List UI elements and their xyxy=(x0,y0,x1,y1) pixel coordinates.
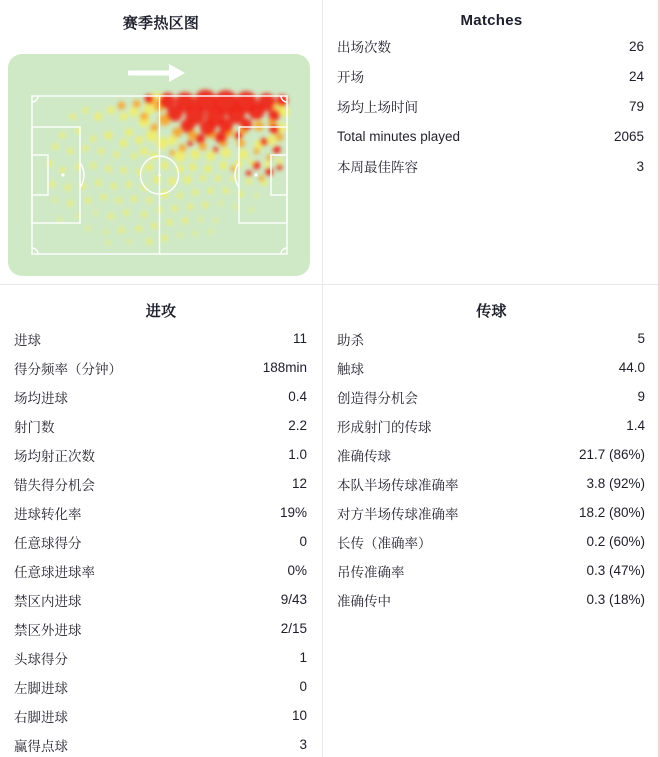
stat-label: 射门数 xyxy=(14,419,55,435)
stat-row xyxy=(323,382,660,411)
stat-label: 助杀 xyxy=(337,332,364,348)
stat-label: 触球 xyxy=(337,361,364,377)
attack-panel xyxy=(0,285,323,757)
attack-panel-title: 进攻 xyxy=(145,303,177,320)
passing-rows xyxy=(323,324,660,614)
stat-label: 场均上场时间 xyxy=(337,100,418,115)
stat-row xyxy=(323,469,660,498)
stat-row xyxy=(0,643,322,672)
stat-value: 0% xyxy=(287,563,307,578)
stat-row xyxy=(0,614,322,643)
stat-label: 错失得分机会 xyxy=(14,477,95,493)
heatmap-panel xyxy=(0,0,323,285)
stat-row xyxy=(323,585,660,614)
stat-value: 12 xyxy=(291,476,307,491)
stat-value: 26 xyxy=(628,38,644,54)
stat-row xyxy=(323,324,660,353)
stat-value: 79 xyxy=(628,98,644,114)
stat-row xyxy=(0,324,322,353)
stat-value: 10 xyxy=(291,708,307,723)
stat-value: 2/15 xyxy=(280,621,307,636)
stat-label: 场均射正次数 xyxy=(14,448,95,464)
stat-value: 3 xyxy=(299,737,307,752)
stat-row xyxy=(0,730,322,757)
stat-value: 188min xyxy=(262,360,307,375)
stat-row xyxy=(323,151,660,181)
stat-label: 进球 xyxy=(14,332,41,348)
stat-row xyxy=(323,527,660,556)
stat-label: 开场 xyxy=(337,70,364,85)
stat-row xyxy=(0,556,322,585)
stat-row xyxy=(323,556,660,585)
stat-label: 本队半场传球准确率 xyxy=(337,477,459,493)
stat-value: 0 xyxy=(299,679,307,694)
stat-label: 任意球得分 xyxy=(14,535,82,551)
stat-label: 吊传准确率 xyxy=(337,564,405,580)
stat-label: Total minutes played xyxy=(337,128,461,144)
heatmap-panel-title: 赛季热区图 xyxy=(122,15,200,32)
stat-row xyxy=(0,672,322,701)
stat-label: 对方半场传球准确率 xyxy=(337,506,459,522)
stat-value: 9/43 xyxy=(280,592,307,607)
stat-row xyxy=(323,31,660,61)
stat-value: 44.0 xyxy=(618,360,645,375)
stat-row xyxy=(323,440,660,469)
stat-row xyxy=(323,61,660,91)
stat-value: 0.4 xyxy=(288,389,307,404)
stat-label: 场均进球 xyxy=(14,390,68,406)
stat-label: 长传（准确率） xyxy=(337,535,432,551)
stat-value: 1.0 xyxy=(288,447,307,462)
stat-value: 19% xyxy=(279,505,307,520)
stat-value: 5 xyxy=(637,331,645,346)
attack-rows xyxy=(0,324,322,757)
stat-value: 0.3 (47%) xyxy=(586,563,645,578)
matches-panel-title: Matches xyxy=(460,12,523,29)
stat-row xyxy=(0,585,322,614)
stat-label: 形成射门的传球 xyxy=(337,419,432,435)
stat-row xyxy=(0,527,322,556)
stat-value: 9 xyxy=(637,389,645,404)
stat-label: 本周最佳阵容 xyxy=(337,160,418,175)
matches-panel xyxy=(323,0,660,285)
stat-value: 11 xyxy=(292,331,307,346)
stat-value: 21.7 (86%) xyxy=(578,447,645,462)
stat-value: 1.4 xyxy=(626,418,645,433)
pitch-heatmap-svg xyxy=(8,54,310,276)
stat-label: 出场次数 xyxy=(337,40,391,55)
stat-label: 准确传球 xyxy=(337,448,391,464)
stat-value: 2.2 xyxy=(288,418,307,433)
stat-value: 0.3 (18%) xyxy=(586,592,645,607)
stat-value: 0.2 (60%) xyxy=(586,534,645,549)
matches-rows xyxy=(323,31,660,181)
stat-value: 1 xyxy=(299,650,307,665)
stat-row xyxy=(0,353,322,382)
stat-label: 创造得分机会 xyxy=(337,390,418,406)
stat-label: 赢得点球 xyxy=(14,738,68,754)
stat-row xyxy=(323,353,660,382)
attack-direction-arrow-icon xyxy=(128,64,185,82)
passing-panel xyxy=(323,285,660,757)
stat-label: 禁区外进球 xyxy=(14,622,82,638)
stat-row xyxy=(0,498,322,527)
stat-row xyxy=(0,411,322,440)
stat-value: 3 xyxy=(636,158,644,174)
stat-row xyxy=(323,498,660,527)
stat-row xyxy=(0,701,322,730)
stat-row xyxy=(323,91,660,121)
stat-value: 3.8 (92%) xyxy=(586,476,645,491)
stat-row xyxy=(323,411,660,440)
stat-value: 18.2 (80%) xyxy=(578,505,645,520)
stat-label: 任意球进球率 xyxy=(14,564,95,580)
season-heatmap xyxy=(8,54,310,276)
stat-value: 0 xyxy=(299,534,307,549)
stat-label: 准确传中 xyxy=(337,593,391,609)
stat-value: 2065 xyxy=(613,128,644,144)
stat-label: 左脚进球 xyxy=(14,680,68,696)
stat-label: 头球得分 xyxy=(14,651,68,667)
stat-label: 得分频率（分钟） xyxy=(14,361,122,377)
stat-row xyxy=(0,469,322,498)
stat-row xyxy=(323,121,660,151)
stat-label: 右脚进球 xyxy=(14,709,68,725)
stat-row xyxy=(0,440,322,469)
stat-row xyxy=(0,382,322,411)
passing-panel-title: 传球 xyxy=(476,303,507,320)
stat-label: 进球转化率 xyxy=(14,506,82,522)
stat-value: 24 xyxy=(628,68,644,84)
stat-label: 禁区内进球 xyxy=(14,593,82,609)
